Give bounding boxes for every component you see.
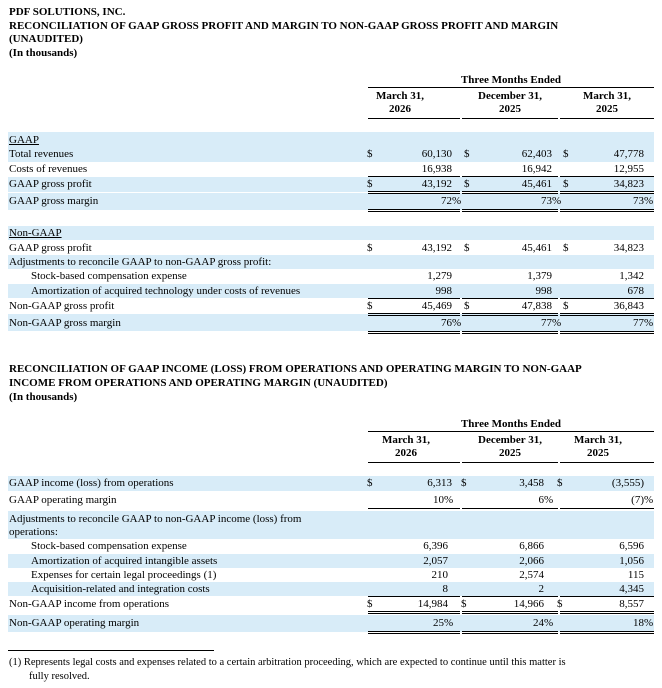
table1-subtotal-rule [368,176,460,177]
dollar-sign: $ [557,477,563,489]
cell-value: 1,379 [527,270,552,282]
table2-title-line1: RECONCILIATION OF GAAP INCOME (LOSS) FROM OPERATIONS AND OPERATING MARGIN TO NON-GAAP [9,363,582,375]
cell-value: 6,866 [519,540,544,552]
table1-adjustments-heading: Adjustments to reconcile GAAP to non-GAAP gross profit: [9,256,272,268]
cell-value: 12,955 [613,163,644,175]
table2-adjustments-heading-cont: operations: [9,526,58,538]
percent-sign: % [544,494,554,506]
table1-title-line1: RECONCILIATION OF GAAP GROSS PROFIT AND MARGIN TO NON-GAAP GROSS PROFIT AND MARGIN [9,20,559,32]
table2-rule [368,508,460,509]
table2-col1-line1: March 31, [381,434,431,446]
cell-value: 14,984 [417,598,448,610]
table1-double-rule [462,209,558,212]
row-label: Amortization of acquired intangible assets [31,555,218,567]
dollar-sign: $ [367,242,373,254]
table2-adjustments-heading: Adjustments to reconcile GAAP to non-GAAP income (loss) from [9,513,302,525]
table1-double-rule [368,331,460,334]
cell-value: 6,313 [427,477,452,489]
table2-period-header: Three Months Ended [460,418,562,430]
company-name: PDF SOLUTIONS, INC. [9,6,126,18]
table2-col3-line2: 2025 [587,447,609,459]
row-label: Expenses for certain legal proceedings (1) [31,569,217,581]
row-label: Acquisition-related and integration costs [31,583,210,595]
table1-double-rule [560,313,654,316]
table2-col2-rule [462,462,558,463]
cell-value: (7) [631,494,644,506]
cell-value: 47,838 [521,300,552,312]
table1-col3-rule [560,118,654,119]
table1-double-rule [462,331,558,334]
cell-value: 998 [435,285,452,297]
table1-col3-line1: March 31, [582,90,632,102]
dollar-sign: $ [367,178,373,190]
cell-value: 2,066 [519,555,544,567]
table1-period-rule [368,87,654,88]
cell-value: 115 [627,569,644,581]
row-label: Stock-based compensation expense [31,540,187,552]
cell-value: 998 [535,285,552,297]
cell-value: 77 [633,317,644,329]
cell-value: 43,192 [421,178,452,190]
cell-value: 62,403 [521,148,552,160]
cell-value: 678 [627,285,644,297]
cell-value: 1,056 [619,555,644,567]
row-label: Stock-based compensation expense [31,270,187,282]
cell-value: 45,461 [521,178,552,190]
table2-rule [462,508,558,509]
footnote-rule [8,650,214,651]
table1-band-4 [8,226,654,240]
table1-period-header: Three Months Ended [460,74,562,86]
percent-sign: % [552,195,562,207]
dollar-sign: $ [464,300,470,312]
dollar-sign: $ [563,242,569,254]
cell-value: 2 [538,583,544,595]
cell-value: 45,469 [421,300,452,312]
table2-double-rule [368,631,460,634]
dollar-sign: $ [464,242,470,254]
row-label: Non-GAAP gross margin [9,317,121,329]
cell-value: 24 [533,617,544,629]
table2-col3-line1: March 31, [573,434,623,446]
dollar-sign: $ [461,598,467,610]
row-label: Costs of revenues [9,163,88,175]
table1-double-rule [560,331,654,334]
table1-subtotal-rule [462,298,558,299]
table1-band-1 [8,132,654,162]
percent-sign: % [444,494,454,506]
table1-subtotal-rule [462,176,558,177]
percent-sign: % [544,617,554,629]
percent-sign: % [452,195,462,207]
dollar-sign: $ [464,148,470,160]
table2-double-rule [560,631,654,634]
table2-subtotal-rule [368,596,460,597]
table2-double-rule [462,631,558,634]
cell-value: 18 [633,617,644,629]
table1-col1-line2: 2026 [389,103,411,115]
table1-col2-line2: 2025 [499,103,521,115]
dollar-sign: $ [461,477,467,489]
table1-subtotal-rule [560,176,654,177]
cell-value: 8,557 [619,598,644,610]
cell-value: 210 [431,569,448,581]
cell-value: 60,130 [421,148,452,160]
table1-double-rule [560,209,654,212]
table1-col1-rule [368,118,460,119]
dollar-sign: $ [563,178,569,190]
cell-value: 6,396 [423,540,448,552]
cell-value: 16,942 [521,163,552,175]
table2-col2-line1: December 31, [478,434,542,446]
dollar-sign: $ [464,178,470,190]
table2-period-rule [368,431,654,432]
footnote-line2: fully resolved. [29,671,90,682]
cell-value: 6 [538,494,544,506]
row-label: GAAP gross profit [9,178,92,190]
table1-subtotal-rule [560,298,654,299]
table1-col1-line1: March 31, [375,90,425,102]
cell-value: 4,345 [619,583,644,595]
cell-value: 1,279 [427,270,452,282]
table1-band-2 [8,177,654,192]
cell-value: 2,574 [519,569,544,581]
row-label: GAAP gross profit [9,242,92,254]
table2-double-rule [368,611,460,614]
cell-value: 76 [441,317,452,329]
table1-double-rule [462,191,558,194]
table2-subtotal-rule [560,596,654,597]
cell-value: 47,778 [613,148,644,160]
percent-sign: % [452,317,462,329]
table1-row-gaap-heading: GAAP [9,134,39,146]
cell-value: 77 [541,317,552,329]
cell-value: 16,938 [421,163,452,175]
row-label: Amortization of acquired technology under costs of revenues [31,285,301,297]
table2-units: (In thousands) [9,391,78,403]
percent-sign: % [552,317,562,329]
table1-units: (In thousands) [9,47,78,59]
cell-value: 6,596 [619,540,644,552]
table1-double-rule [368,191,460,194]
table2-title-line2: INCOME FROM OPERATIONS AND OPERATING MARGIN (UNAUDITED) [9,377,388,389]
table1-col2-rule [462,118,558,119]
table2-col2-line2: 2025 [499,447,521,459]
dollar-sign: $ [557,598,563,610]
table1-double-rule [368,209,460,212]
table2-col1-rule [368,462,460,463]
percent-sign: % [444,617,454,629]
cell-value: 34,823 [613,242,644,254]
cell-value: 36,843 [613,300,644,312]
dollar-sign: $ [367,598,373,610]
table1-subtotal-rule [368,298,460,299]
cell-value: 1,342 [619,270,644,282]
cell-value: 43,192 [421,242,452,254]
dollar-sign: $ [367,148,373,160]
table1-double-rule [462,313,558,316]
dollar-sign: $ [563,300,569,312]
cell-value: 2,057 [423,555,448,567]
row-label: Non-GAAP income from operations [9,598,169,610]
table1-title-line2: (UNAUDITED) [9,33,83,45]
table2-col3-rule [560,462,654,463]
cell-value: 73 [541,195,552,207]
dollar-sign: $ [367,477,373,489]
table2-double-rule [462,611,558,614]
dollar-sign: $ [563,148,569,160]
footnote-line1: (1) Represents legal costs and expenses related to a certain arbitration proceeding, which are expected to continue until this matter is [9,657,566,668]
cell-value: 34,823 [613,178,644,190]
dollar-sign: $ [367,300,373,312]
row-label: Total revenues [9,148,74,160]
row-label: Non-GAAP operating margin [9,617,140,629]
row-label: GAAP operating margin [9,494,117,506]
table1-double-rule [368,313,460,316]
cell-value: 10 [433,494,444,506]
percent-sign: % [644,317,654,329]
table1-col2-line1: December 31, [478,90,542,102]
percent-sign: % [644,494,654,506]
cell-value: 3,458 [519,477,544,489]
row-label: GAAP gross margin [9,195,99,207]
cell-value: 25 [433,617,444,629]
table2-rule [560,508,654,509]
cell-value: 8 [442,583,448,595]
table2-subtotal-rule [462,596,558,597]
cell-value: 73 [633,195,644,207]
cell-value: 14,966 [513,598,544,610]
table2-col1-line2: 2026 [395,447,417,459]
cell-value: 45,461 [521,242,552,254]
table1-row-nongaap-heading: Non-GAAP [9,227,62,239]
cell-value: (3,555) [611,477,644,489]
percent-sign: % [644,617,654,629]
table2-double-rule [560,611,654,614]
table1-double-rule [560,191,654,194]
cell-value: 72 [441,195,452,207]
row-label: GAAP income (loss) from operations [9,477,174,489]
row-label: Non-GAAP gross profit [9,300,115,312]
table1-col3-line2: 2025 [596,103,618,115]
percent-sign: % [644,195,654,207]
